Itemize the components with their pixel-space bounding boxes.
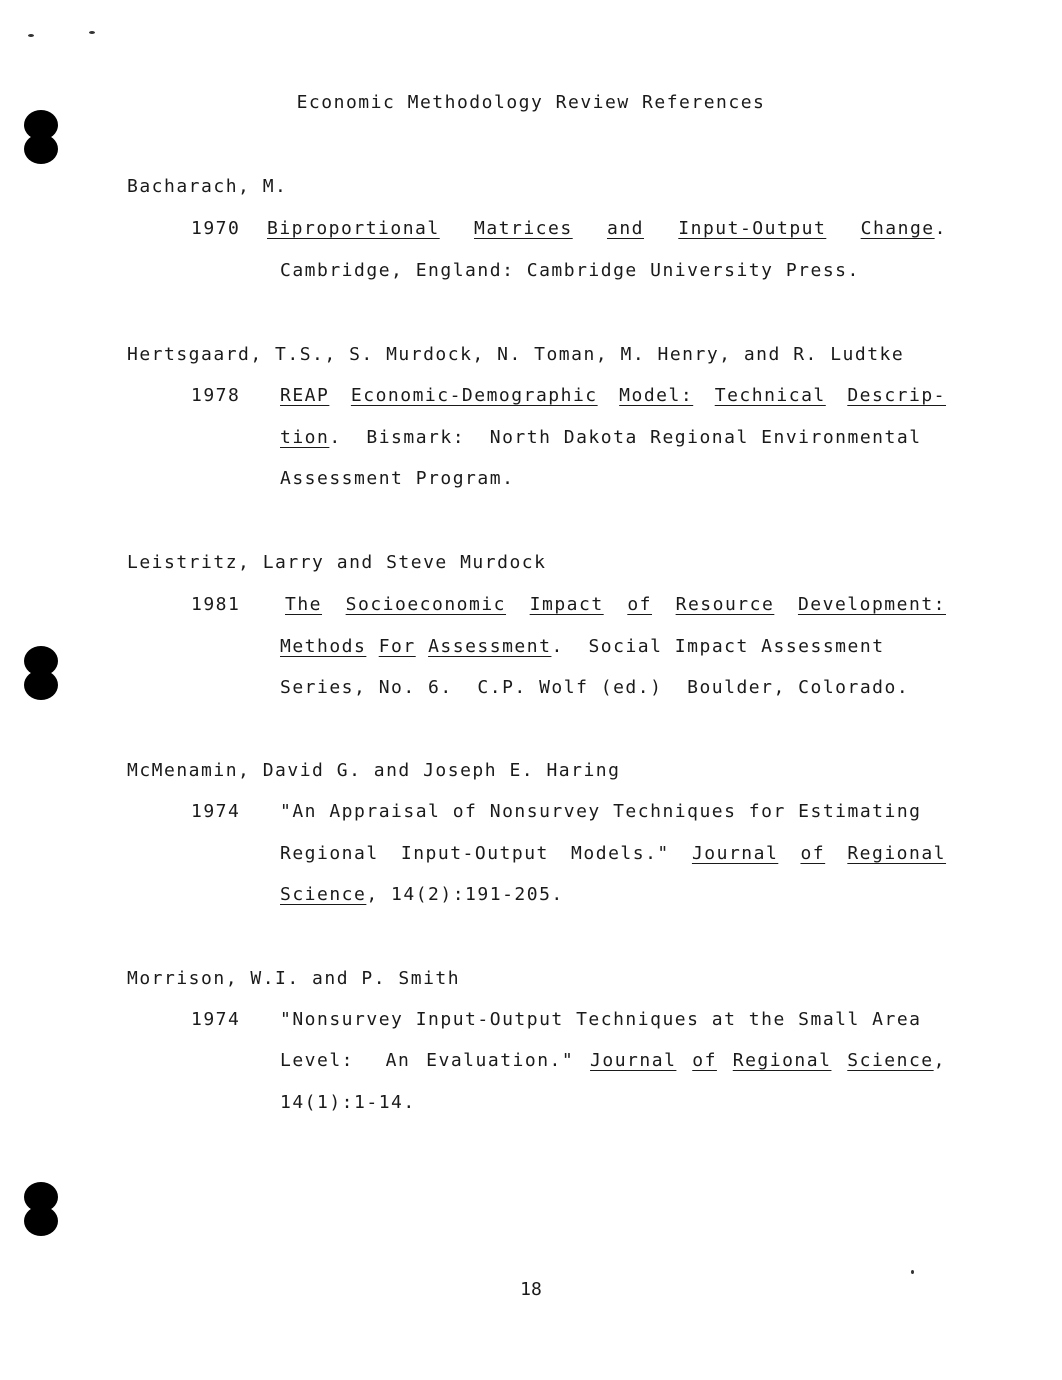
scan-speck	[911, 1270, 914, 1274]
title-word: of	[627, 594, 652, 615]
title-word: Resource	[675, 594, 775, 615]
title-word: Development:	[797, 594, 946, 615]
reference-year: 1981	[191, 594, 241, 615]
reference-year: 1970	[191, 218, 241, 239]
reference-line: Series, No. 6. C.P. Wolf (ed.) Boulder, Colorado.	[280, 677, 910, 698]
scan-speck	[89, 31, 95, 34]
reference-author: Hertsgaard, T.S., S. Murdock, N. Toman, M. Henry, and R. Ludtke	[127, 344, 905, 365]
reference-author: Morrison, W.I. and P. Smith	[127, 968, 461, 989]
title-word: Change	[860, 218, 935, 239]
journal-word: Science	[280, 884, 367, 905]
reference-line: "Nonsurvey Input-Output Techniques at the Small Area	[280, 1009, 922, 1030]
title-word: Technical	[714, 385, 826, 406]
volume-pages: , 14(2):191-205.	[366, 884, 564, 905]
title-word: REAP	[280, 385, 330, 406]
journal-group	[692, 843, 946, 864]
reference-line	[280, 427, 946, 448]
journal-word: Regional	[847, 843, 947, 864]
title-word-group	[861, 218, 947, 239]
reference-year: 1974	[191, 801, 241, 822]
page-title: Economic Methodology Review References	[296, 92, 766, 113]
journal-word: Journal	[691, 843, 779, 864]
title-word: Impact	[529, 594, 604, 615]
reference-line	[280, 385, 946, 406]
journal-group	[590, 1050, 946, 1071]
journal-word: of	[692, 1050, 717, 1071]
reference-line	[280, 636, 946, 657]
title-word: The	[285, 594, 323, 615]
title-word: tion	[280, 427, 330, 448]
reference-author: Bacharach, M.	[127, 176, 288, 197]
title-word: Matrices	[474, 218, 573, 239]
reference-line	[280, 1050, 946, 1071]
reference-author: Leistritz, Larry and Steve Murdock	[127, 552, 547, 573]
title-word: Input-Output	[678, 218, 827, 239]
reference-line: 14(1):1-14.	[280, 1092, 416, 1113]
journal-word: Regional	[732, 1050, 832, 1071]
title-word: Methods	[280, 636, 367, 657]
punctuation: .	[934, 218, 947, 239]
article-title-text: Regional Input-Output Models."	[280, 843, 670, 864]
reference-line	[280, 884, 946, 905]
page-number: 18	[520, 1279, 542, 1300]
reference-line: Assessment Program.	[280, 468, 515, 489]
binder-hole-bottom	[24, 1182, 58, 1236]
reference-year: 1978	[191, 385, 241, 406]
reference-year: 1974	[191, 1009, 241, 1030]
title-word: Biproportional	[267, 218, 440, 239]
reference-line	[280, 843, 946, 864]
journal-word: Science	[847, 1050, 934, 1071]
title-word: Descrip-	[847, 385, 947, 406]
title-word: Assessment	[428, 636, 552, 657]
scan-speck	[28, 34, 34, 37]
binder-hole-top	[24, 110, 58, 164]
title-word: Model:	[619, 385, 694, 406]
title-word: Socioeconomic	[345, 594, 507, 615]
reference-line: "An Appraisal of Nonsurvey Techniques for Estimating	[280, 801, 922, 822]
series-text: . Social Impact Assessment	[551, 636, 885, 657]
reference-line	[267, 218, 947, 239]
punctuation: ,	[933, 1050, 946, 1071]
publisher-text: . Bismark: North Dakota Regional Environmental	[329, 427, 922, 448]
binder-hole-middle	[24, 646, 58, 700]
reference-author: McMenamin, David G. and Joseph E. Haring	[127, 760, 621, 781]
title-word: Economic-Demographic	[350, 385, 598, 406]
article-title-text: Level: An Evaluation."	[280, 1050, 575, 1071]
reference-line	[285, 594, 946, 615]
reference-line: Cambridge, England: Cambridge University Press.	[280, 260, 860, 281]
title-word: and	[606, 218, 644, 239]
journal-word: of	[800, 843, 826, 864]
title-word: For	[378, 636, 416, 657]
journal-word: Journal	[590, 1050, 677, 1071]
